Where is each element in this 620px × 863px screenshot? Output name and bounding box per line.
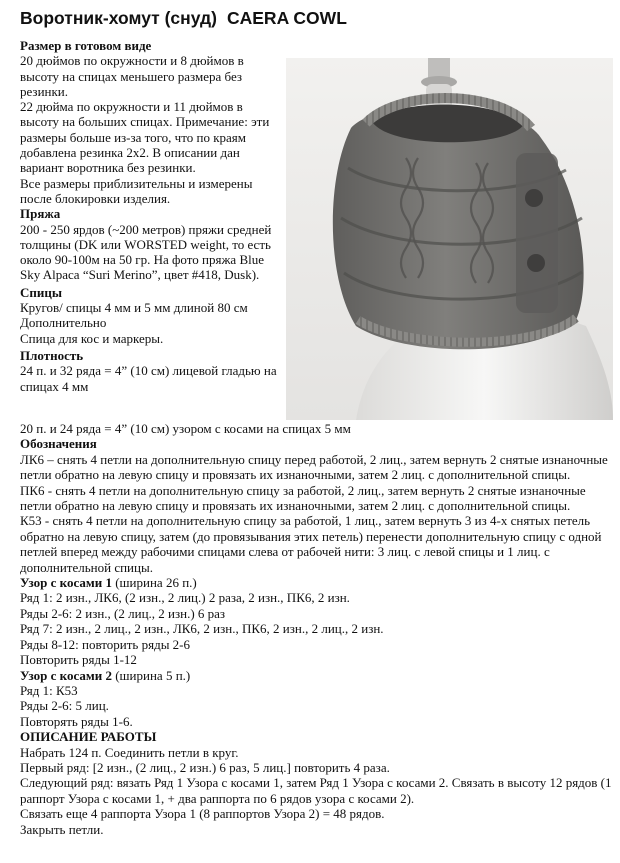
- pattern2-title: [20, 668, 612, 683]
- pattern2-heading: Узор с косами 2: [20, 667, 112, 683]
- pattern2-repeat: Повторять ряды 1-6.: [20, 713, 133, 729]
- pattern1-row1: Ряд 1: 2 изн., ЛК6, (2 изн., 2 лиц.) 2 раза, 2 изн., ПК6, 2 изн.: [20, 590, 350, 606]
- description-1: Набрать 124 п. Соединить петли в круг.: [20, 744, 239, 760]
- size-text-3: Все размеры приблизительны и измерены после блокировки изделия.: [20, 175, 253, 206]
- size-text-1: 20 дюймов по окружности и 8 дюймов в высоту на спицах меньшего размера без резинки.: [20, 53, 244, 99]
- description-2: Первый ряд: [2 изн., (2 лиц., 2 изн.) 6 раз, 5 лиц.] повторить 4 раза.: [20, 759, 390, 775]
- needles-text-1: Кругов/ спицы 4 мм и 5 мм длиной 80 см: [20, 300, 248, 316]
- abbr-heading: Обозначения: [20, 436, 97, 452]
- pattern2-width: (ширина 5 п.): [115, 667, 191, 683]
- button-2: [527, 254, 545, 272]
- abbr-pk6: ПК6 - снять 4 петли на дополнительную спицу за работой, 2 лиц., затем вернуть 2 снятые изнаночные петли обратно на левую спицу и провязать их изнаночными, затем 2 лиц. с дополнительной спицы.: [20, 482, 586, 514]
- description-3: Следующий ряд: вязать Ряд 1 Узора с косами 1, затем Ряд 1 Узора с косами 2. Связать в высоту 12 рядов (1 раппорт Узора с косами 1, + два раппорта по 6 рядов узора с косами 2).: [20, 775, 612, 806]
- pattern1-row7: Ряд 7: 2 изн., 2 лиц., 2 изн., ЛК6, 2 изн., ПК6, 2 изн., 2 лиц., 2 изн.: [20, 621, 384, 637]
- main-text: [20, 421, 612, 837]
- yarn-text: 200 - 250 ярдов (~200 метров) пряжи средней толщины (DK или WORSTED weight, то есть около 90-100м на 50 гр. На фото пряжа Blue Sky Alpaca “Suri Merino”, цвет #418, Dusk).: [20, 221, 272, 283]
- pattern1-title: [20, 575, 612, 590]
- gauge-heading: Плотность: [20, 347, 84, 363]
- pattern2-row1: Ряд 1: К53: [20, 682, 78, 698]
- yarn-heading: Пряжа: [20, 206, 61, 222]
- gauge-text-2: 20 п. и 24 ряда = 4” (10 см) узором с косами на спицах 5 мм: [20, 421, 351, 436]
- description-heading: ОПИСАНИЕ РАБОТЫ: [20, 729, 157, 745]
- pattern1-rows8-12: Ряды 8-12: повторить ряды 2-6: [20, 636, 191, 652]
- needles-text-3: Спица для кос и маркеры.: [20, 330, 164, 346]
- pattern1-heading: Узор с косами 1: [20, 575, 112, 591]
- size-heading: Размер в готовом виде: [20, 38, 152, 53]
- size-text-2: 22 дюйма по окружности и 11 дюймов в высоту на больших спицах. Примечание: эти размеры больше из-за того, что по краям добавлена резинка 2х2. В описании дан вариант воротника без резинки.: [20, 99, 270, 176]
- pattern2-rows2-6: Ряды 2-6: 5 лиц.: [20, 698, 109, 714]
- needles-text-2: Дополнительно: [20, 315, 107, 331]
- left-column: [20, 38, 277, 394]
- gauge-text-1: 24 п. и 32 ряда = 4” (10 см) лицевой гладью на спицах 4 мм: [20, 363, 277, 394]
- abbr-lk6: ЛК6 – снять 4 петли на дополнительную спицу перед работой, 2 лиц., затем вернуть 2 снятые изнаночные петли обратно на левую спицу и провязать их изнаночными, затем 2 лиц. с дополнительной спицы.: [20, 451, 608, 483]
- title-ru: Воротник-хомут (снуд): [20, 8, 217, 28]
- pattern1-rows2-6: Ряды 2-6: 2 изн., (2 лиц., 2 изн.) 6 раз: [20, 605, 226, 621]
- abbr-k53: К53 - снять 4 петли на дополнительную спицу за работой, 1 лиц., затем вернуть 3 из 4-х снятых петель обратно на левую спицу, затем (до провязывания этих петель) перенести дополнительную спицу с одной петлей вперед между рабочими спицами слева от рабочей нити: 3 лиц. с левой спицы и 1 лиц. с дополнительной спицы.: [20, 513, 602, 575]
- description-4: Связать еще 4 раппорта Узора 1 (8 раппортов Узора 2) = 48 рядов.: [20, 806, 385, 822]
- button-1: [525, 189, 543, 207]
- needles-heading: Спицы: [20, 284, 63, 300]
- title-en: CAERA COWL: [226, 8, 347, 28]
- page-title: [20, 8, 347, 29]
- cowl-photo: [286, 58, 613, 420]
- description-5: Закрыть петли.: [20, 821, 104, 837]
- pattern1-width: (ширина 26 п.): [115, 575, 197, 591]
- pattern1-repeat: Повторить ряды 1-12: [20, 652, 137, 668]
